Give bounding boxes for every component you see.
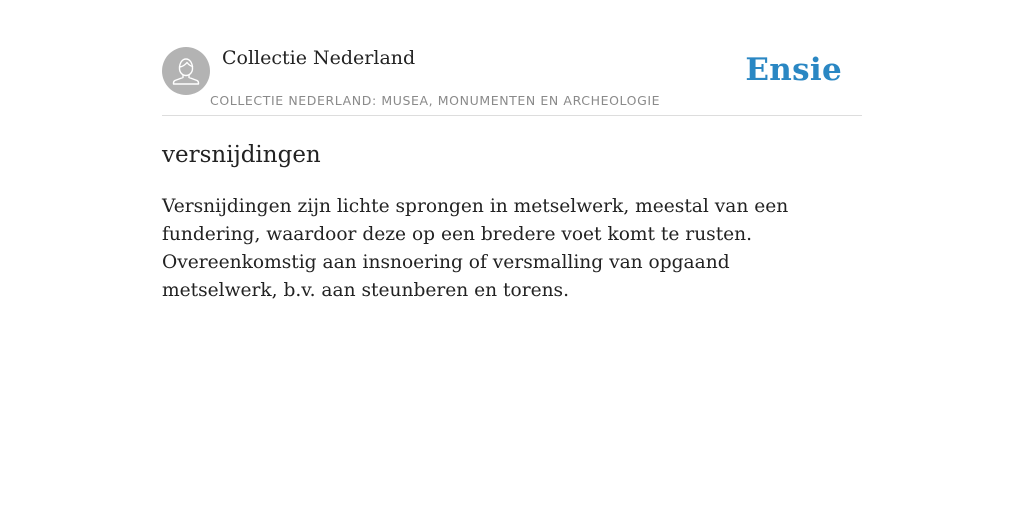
- ensie-logo[interactable]: Ensie: [745, 52, 842, 88]
- page-header: [162, 0, 862, 116]
- collection-link[interactable]: COLLECTIE NEDERLAND: MUSEA, MONUMENTEN EN ARCHEOLOGIE: [210, 93, 661, 108]
- page-container: [162, 0, 862, 512]
- author-avatar[interactable]: [162, 47, 210, 95]
- author-name[interactable]: Collectie Nederland: [222, 47, 416, 69]
- article-title: versnijdingen: [162, 142, 321, 168]
- user-silhouette-icon: [162, 47, 210, 95]
- article-body: Versnijdingen zijn lichte sprongen in metselwerk, meestal van een fundering, waardoor deze op een bredere voet komt te rusten. Overeenkomstig aan insnoering of versmalling van opgaand metselwerk, b.v. aan steunberen en torens.: [162, 196, 789, 301]
